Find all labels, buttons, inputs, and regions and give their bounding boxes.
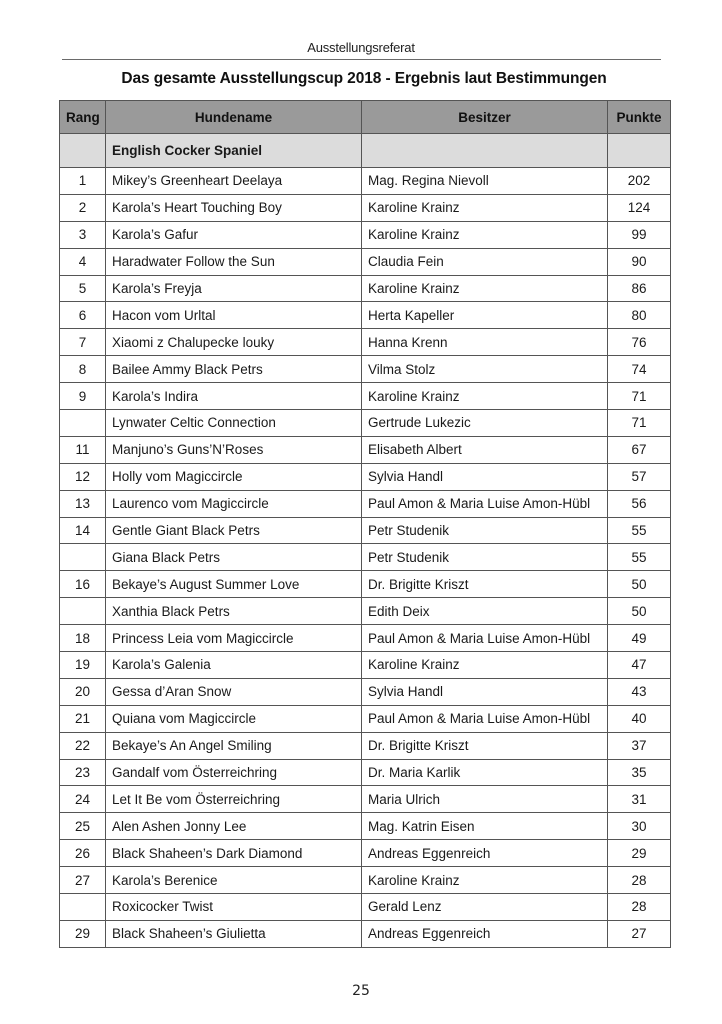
owner-cell: Sylvia Handl xyxy=(362,463,608,490)
rank-cell: 16 xyxy=(60,571,106,598)
dog-name-cell: Gentle Giant Black Petrs xyxy=(106,517,362,544)
points-cell: 55 xyxy=(608,517,671,544)
rank-cell: 23 xyxy=(60,759,106,786)
owner-cell: Dr. Brigitte Kriszt xyxy=(362,571,608,598)
table-row xyxy=(60,598,671,625)
owner-cell: Karoline Krainz xyxy=(362,652,608,679)
owner-cell: Edith Deix xyxy=(362,598,608,625)
table-row xyxy=(60,732,671,759)
rank-cell: 3 xyxy=(60,221,106,248)
dog-name-cell: Giana Black Petrs xyxy=(106,544,362,571)
rank-cell: 29 xyxy=(60,920,106,947)
table-row xyxy=(60,221,671,248)
points-cell: 35 xyxy=(608,759,671,786)
table-row xyxy=(60,302,671,329)
dog-name-cell: Karola’s Gafur xyxy=(106,221,362,248)
rank-cell: 6 xyxy=(60,302,106,329)
points-cell: 56 xyxy=(608,490,671,517)
points-cell: 28 xyxy=(608,867,671,894)
table-row xyxy=(60,625,671,652)
owner-cell: Karoline Krainz xyxy=(362,383,608,410)
points-cell: 86 xyxy=(608,275,671,302)
results-table xyxy=(59,100,671,948)
points-cell: 67 xyxy=(608,436,671,463)
table-row xyxy=(60,894,671,921)
table-row xyxy=(60,813,671,840)
dog-name-cell: Let It Be vom Österreichring xyxy=(106,786,362,813)
table-row xyxy=(60,168,671,195)
owner-cell: Paul Amon & Maria Luise Amon-Hübl xyxy=(362,490,608,517)
rank-cell: 24 xyxy=(60,786,106,813)
points-cell: 90 xyxy=(608,248,671,275)
owner-cell: Sylvia Handl xyxy=(362,678,608,705)
rank-cell: 20 xyxy=(60,678,106,705)
dog-name-cell: Karola’s Berenice xyxy=(106,867,362,894)
column-header-rank: Rang xyxy=(60,101,106,134)
table-row xyxy=(60,840,671,867)
owner-cell: Vilma Stolz xyxy=(362,356,608,383)
table-row xyxy=(60,410,671,437)
dog-name-cell: Bekaye’s August Summer Love xyxy=(106,571,362,598)
header-rule xyxy=(62,59,661,60)
points-cell: 43 xyxy=(608,678,671,705)
dog-name-cell: Quiana vom Magiccircle xyxy=(106,705,362,732)
owner-cell: Gertrude Lukezic xyxy=(362,410,608,437)
column-header-points: Punkte xyxy=(608,101,671,134)
rank-cell xyxy=(60,410,106,437)
points-cell: 47 xyxy=(608,652,671,679)
dog-name-cell: Bailee Ammy Black Petrs xyxy=(106,356,362,383)
rank-cell: 27 xyxy=(60,867,106,894)
owner-cell: Karoline Krainz xyxy=(362,221,608,248)
dog-name-cell: Karola’s Indira xyxy=(106,383,362,410)
dog-name-cell: Black Shaheen’s Dark Diamond xyxy=(106,840,362,867)
owner-cell: Andreas Eggenreich xyxy=(362,840,608,867)
rank-cell xyxy=(60,544,106,571)
table-row xyxy=(60,705,671,732)
table-row xyxy=(60,356,671,383)
table-row xyxy=(60,759,671,786)
dog-name-cell: Black Shaheen’s Giulietta xyxy=(106,920,362,947)
owner-cell: Karoline Krainz xyxy=(362,275,608,302)
table-row xyxy=(60,920,671,947)
category-points-cell xyxy=(608,134,671,168)
category-row xyxy=(60,134,671,168)
rank-cell: 7 xyxy=(60,329,106,356)
rank-cell: 4 xyxy=(60,248,106,275)
points-cell: 202 xyxy=(608,168,671,195)
owner-cell: Herta Kapeller xyxy=(362,302,608,329)
table-row xyxy=(60,194,671,221)
table-row xyxy=(60,678,671,705)
table-row xyxy=(60,329,671,356)
points-cell: 49 xyxy=(608,625,671,652)
table-row xyxy=(60,248,671,275)
dog-name-cell: Holly vom Magiccircle xyxy=(106,463,362,490)
table-row xyxy=(60,383,671,410)
points-cell: 124 xyxy=(608,194,671,221)
points-cell: 55 xyxy=(608,544,671,571)
dog-name-cell: Laurenco vom Magiccircle xyxy=(106,490,362,517)
owner-cell: Gerald Lenz xyxy=(362,894,608,921)
table-row xyxy=(60,786,671,813)
points-cell: 27 xyxy=(608,920,671,947)
rank-cell: 9 xyxy=(60,383,106,410)
rank-cell: 1 xyxy=(60,168,106,195)
rank-cell xyxy=(60,894,106,921)
owner-cell: Maria Ulrich xyxy=(362,786,608,813)
table-row xyxy=(60,275,671,302)
page-title: Das gesamte Ausstellungscup 2018 - Ergebnis laut Bestimmungen xyxy=(121,70,607,87)
points-cell: 71 xyxy=(608,410,671,437)
category-owner-cell xyxy=(362,134,608,168)
dog-name-cell: Lynwater Celtic Connection xyxy=(106,410,362,437)
owner-cell: Elisabeth Albert xyxy=(362,436,608,463)
owner-cell: Claudia Fein xyxy=(362,248,608,275)
rank-cell: 22 xyxy=(60,732,106,759)
owner-cell: Paul Amon & Maria Luise Amon-Hübl xyxy=(362,625,608,652)
dog-name-cell: Karola’s Galenia xyxy=(106,652,362,679)
table-row xyxy=(60,436,671,463)
points-cell: 40 xyxy=(608,705,671,732)
dog-name-cell: Karola’s Freyja xyxy=(106,275,362,302)
table-row xyxy=(60,544,671,571)
owner-cell: Hanna Krenn xyxy=(362,329,608,356)
points-cell: 99 xyxy=(608,221,671,248)
table-header-row xyxy=(60,101,671,134)
owner-cell: Dr. Maria Karlik xyxy=(362,759,608,786)
rank-cell: 2 xyxy=(60,194,106,221)
dog-name-cell: Xiaomi z Chalupecke louky xyxy=(106,329,362,356)
category-rank-cell xyxy=(60,134,106,168)
points-cell: 50 xyxy=(608,598,671,625)
owner-cell: Mag. Regina Nievoll xyxy=(362,168,608,195)
dog-name-cell: Manjuno’s Guns’N’Roses xyxy=(106,436,362,463)
points-cell: 50 xyxy=(608,571,671,598)
dog-name-cell: Xanthia Black Petrs xyxy=(106,598,362,625)
table-row xyxy=(60,571,671,598)
rank-cell: 19 xyxy=(60,652,106,679)
owner-cell: Mag. Katrin Eisen xyxy=(362,813,608,840)
table-row xyxy=(60,490,671,517)
points-cell: 28 xyxy=(608,894,671,921)
dog-name-cell: Princess Leia vom Magiccircle xyxy=(106,625,362,652)
rank-cell: 18 xyxy=(60,625,106,652)
points-cell: 74 xyxy=(608,356,671,383)
category-label: English Cocker Spaniel xyxy=(106,134,362,168)
dog-name-cell: Alen Ashen Jonny Lee xyxy=(106,813,362,840)
running-head: Ausstellungsreferat xyxy=(307,40,415,55)
rank-cell: 8 xyxy=(60,356,106,383)
dog-name-cell: Hacon vom Urltal xyxy=(106,302,362,329)
owner-cell: Petr Studenik xyxy=(362,517,608,544)
points-cell: 71 xyxy=(608,383,671,410)
page-number: 25 xyxy=(352,983,370,999)
points-cell: 57 xyxy=(608,463,671,490)
dog-name-cell: Gessa d’Aran Snow xyxy=(106,678,362,705)
rank-cell: 21 xyxy=(60,705,106,732)
owner-cell: Dr. Brigitte Kriszt xyxy=(362,732,608,759)
owner-cell: Andreas Eggenreich xyxy=(362,920,608,947)
table-row xyxy=(60,517,671,544)
column-header-dog-name: Hundename xyxy=(106,101,362,134)
points-cell: 80 xyxy=(608,302,671,329)
dog-name-cell: Bekaye’s An Angel Smiling xyxy=(106,732,362,759)
dog-name-cell: Gandalf vom Österreichring xyxy=(106,759,362,786)
rank-cell: 14 xyxy=(60,517,106,544)
dog-name-cell: Haradwater Follow the Sun xyxy=(106,248,362,275)
rank-cell: 5 xyxy=(60,275,106,302)
points-cell: 30 xyxy=(608,813,671,840)
rank-cell: 11 xyxy=(60,436,106,463)
dog-name-cell: Karola’s Heart Touching Boy xyxy=(106,194,362,221)
rank-cell xyxy=(60,598,106,625)
rank-cell: 13 xyxy=(60,490,106,517)
points-cell: 31 xyxy=(608,786,671,813)
owner-cell: Paul Amon & Maria Luise Amon-Hübl xyxy=(362,705,608,732)
table-row xyxy=(60,867,671,894)
points-cell: 37 xyxy=(608,732,671,759)
rank-cell: 26 xyxy=(60,840,106,867)
points-cell: 29 xyxy=(608,840,671,867)
column-header-owner: Besitzer xyxy=(362,101,608,134)
dog-name-cell: Roxicocker Twist xyxy=(106,894,362,921)
table-row xyxy=(60,652,671,679)
table-row xyxy=(60,463,671,490)
owner-cell: Karoline Krainz xyxy=(362,867,608,894)
points-cell: 76 xyxy=(608,329,671,356)
rank-cell: 12 xyxy=(60,463,106,490)
owner-cell: Petr Studenik xyxy=(362,544,608,571)
owner-cell: Karoline Krainz xyxy=(362,194,608,221)
dog-name-cell: Mikey’s Greenheart Deelaya xyxy=(106,168,362,195)
rank-cell: 25 xyxy=(60,813,106,840)
